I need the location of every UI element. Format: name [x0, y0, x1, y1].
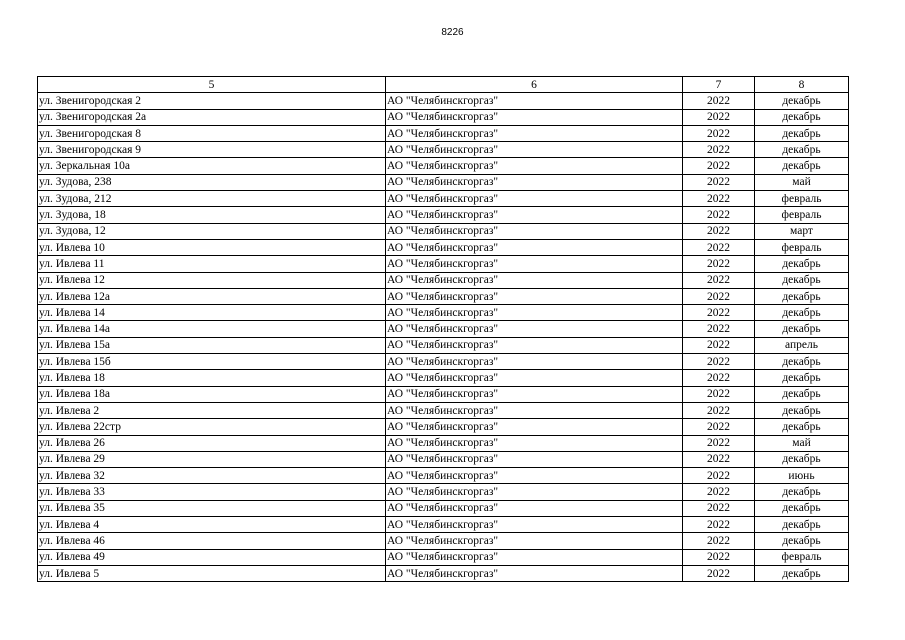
table-row	[38, 419, 849, 435]
cell-address: ул. Звенигородская 8	[38, 125, 386, 141]
cell-month: декабрь	[755, 321, 849, 337]
cell-organization: АО "Челябинскгоргаз"	[386, 533, 683, 549]
cell-month: декабрь	[755, 402, 849, 418]
cell-address: ул. Ивлева 5	[38, 565, 386, 581]
cell-month: декабрь	[755, 370, 849, 386]
cell-address: ул. Ивлева 11	[38, 256, 386, 272]
cell-address: ул. Звенигородская 9	[38, 142, 386, 158]
cell-address: ул. Ивлева 12	[38, 272, 386, 288]
cell-year: 2022	[683, 142, 755, 158]
cell-organization: АО "Челябинскгоргаз"	[386, 223, 683, 239]
cell-address: ул. Ивлева 15б	[38, 354, 386, 370]
cell-year: 2022	[683, 158, 755, 174]
table-row	[38, 370, 849, 386]
cell-organization: АО "Челябинскгоргаз"	[386, 484, 683, 500]
table-row	[38, 402, 849, 418]
cell-month: февраль	[755, 239, 849, 255]
table-row	[38, 256, 849, 272]
cell-address: ул. Ивлева 35	[38, 500, 386, 516]
table-row	[38, 484, 849, 500]
cell-month: декабрь	[755, 484, 849, 500]
cell-organization: АО "Челябинскгоргаз"	[386, 402, 683, 418]
cell-year: 2022	[683, 468, 755, 484]
cell-year: 2022	[683, 370, 755, 386]
cell-organization: АО "Челябинскгоргаз"	[386, 386, 683, 402]
cell-year: 2022	[683, 386, 755, 402]
cell-year: 2022	[683, 533, 755, 549]
cell-month: декабрь	[755, 93, 849, 109]
cell-month: декабрь	[755, 158, 849, 174]
table-row	[38, 468, 849, 484]
cell-year: 2022	[683, 125, 755, 141]
table-row	[38, 93, 849, 109]
cell-organization: АО "Челябинскгоргаз"	[386, 321, 683, 337]
cell-year: 2022	[683, 484, 755, 500]
cell-month: март	[755, 223, 849, 239]
cell-organization: АО "Челябинскгоргаз"	[386, 174, 683, 190]
cell-organization: АО "Челябинскгоргаз"	[386, 256, 683, 272]
cell-month: февраль	[755, 549, 849, 565]
cell-year: 2022	[683, 239, 755, 255]
cell-month: декабрь	[755, 533, 849, 549]
table-row	[38, 451, 849, 467]
cell-organization: АО "Челябинскгоргаз"	[386, 93, 683, 109]
cell-organization: АО "Челябинскгоргаз"	[386, 272, 683, 288]
cell-month: май	[755, 174, 849, 190]
table-row	[38, 223, 849, 239]
cell-address: ул. Ивлева 10	[38, 239, 386, 255]
table-row	[38, 533, 849, 549]
cell-organization: АО "Челябинскгоргаз"	[386, 288, 683, 304]
cell-organization: АО "Челябинскгоргаз"	[386, 517, 683, 533]
cell-address: ул. Звенигородская 2	[38, 93, 386, 109]
table-body	[38, 93, 849, 582]
cell-address: ул. Звенигородская 2а	[38, 109, 386, 125]
cell-month: апрель	[755, 337, 849, 353]
cell-year: 2022	[683, 321, 755, 337]
cell-year: 2022	[683, 565, 755, 581]
cell-organization: АО "Челябинскгоргаз"	[386, 191, 683, 207]
cell-organization: АО "Челябинскгоргаз"	[386, 305, 683, 321]
cell-address: ул. Ивлева 46	[38, 533, 386, 549]
table-row	[38, 109, 849, 125]
cell-organization: АО "Челябинскгоргаз"	[386, 207, 683, 223]
cell-organization: АО "Челябинскгоргаз"	[386, 337, 683, 353]
cell-address: ул. Ивлева 12а	[38, 288, 386, 304]
cell-address: ул. Ивлева 26	[38, 435, 386, 451]
cell-month: декабрь	[755, 500, 849, 516]
cell-month: декабрь	[755, 354, 849, 370]
column-header-organization: 6	[386, 77, 683, 93]
schedule-table	[37, 76, 849, 582]
cell-month: май	[755, 435, 849, 451]
cell-organization: АО "Челябинскгоргаз"	[386, 435, 683, 451]
column-header-address: 5	[38, 77, 386, 93]
cell-address: ул. Зудова, 18	[38, 207, 386, 223]
cell-month: декабрь	[755, 256, 849, 272]
cell-month: февраль	[755, 191, 849, 207]
cell-month: декабрь	[755, 109, 849, 125]
column-header-year: 7	[683, 77, 755, 93]
table-row	[38, 207, 849, 223]
cell-year: 2022	[683, 500, 755, 516]
cell-address: ул. Ивлева 22стр	[38, 419, 386, 435]
table-row	[38, 239, 849, 255]
cell-year: 2022	[683, 451, 755, 467]
cell-year: 2022	[683, 419, 755, 435]
cell-year: 2022	[683, 337, 755, 353]
table-row	[38, 125, 849, 141]
table-row	[38, 517, 849, 533]
table-row	[38, 435, 849, 451]
cell-year: 2022	[683, 402, 755, 418]
cell-address: ул. Ивлева 32	[38, 468, 386, 484]
cell-organization: АО "Челябинскгоргаз"	[386, 451, 683, 467]
cell-organization: АО "Челябинскгоргаз"	[386, 239, 683, 255]
cell-month: декабрь	[755, 419, 849, 435]
cell-year: 2022	[683, 223, 755, 239]
cell-year: 2022	[683, 272, 755, 288]
table-row	[38, 500, 849, 516]
cell-organization: АО "Челябинскгоргаз"	[386, 142, 683, 158]
cell-organization: АО "Челябинскгоргаз"	[386, 370, 683, 386]
header-row	[38, 77, 849, 93]
cell-address: ул. Ивлева 29	[38, 451, 386, 467]
table-row	[38, 272, 849, 288]
cell-address: ул. Ивлева 49	[38, 549, 386, 565]
cell-organization: АО "Челябинскгоргаз"	[386, 354, 683, 370]
cell-month: декабрь	[755, 305, 849, 321]
cell-month: декабрь	[755, 272, 849, 288]
cell-year: 2022	[683, 191, 755, 207]
cell-address: ул. Ивлева 14	[38, 305, 386, 321]
cell-organization: АО "Челябинскгоргаз"	[386, 565, 683, 581]
table-row	[38, 321, 849, 337]
cell-organization: АО "Челябинскгоргаз"	[386, 549, 683, 565]
table-row	[38, 565, 849, 581]
cell-month: декабрь	[755, 517, 849, 533]
cell-month: декабрь	[755, 565, 849, 581]
cell-organization: АО "Челябинскгоргаз"	[386, 500, 683, 516]
cell-month: декабрь	[755, 386, 849, 402]
cell-month: февраль	[755, 207, 849, 223]
cell-address: ул. Ивлева 14а	[38, 321, 386, 337]
cell-address: ул. Ивлева 2	[38, 402, 386, 418]
cell-address: ул. Ивлева 18а	[38, 386, 386, 402]
cell-year: 2022	[683, 435, 755, 451]
table-row	[38, 288, 849, 304]
cell-year: 2022	[683, 354, 755, 370]
cell-year: 2022	[683, 109, 755, 125]
cell-address: ул. Ивлева 33	[38, 484, 386, 500]
table-row	[38, 191, 849, 207]
cell-year: 2022	[683, 256, 755, 272]
cell-month: декабрь	[755, 142, 849, 158]
table-row	[38, 386, 849, 402]
cell-address: ул. Ивлева 4	[38, 517, 386, 533]
cell-address: ул. Зудова, 238	[38, 174, 386, 190]
cell-organization: АО "Челябинскгоргаз"	[386, 125, 683, 141]
cell-organization: АО "Челябинскгоргаз"	[386, 109, 683, 125]
table-row	[38, 549, 849, 565]
table-row	[38, 142, 849, 158]
cell-organization: АО "Челябинскгоргаз"	[386, 468, 683, 484]
cell-year: 2022	[683, 305, 755, 321]
table-row	[38, 158, 849, 174]
cell-year: 2022	[683, 174, 755, 190]
cell-month: июнь	[755, 468, 849, 484]
table-row	[38, 305, 849, 321]
cell-address: ул. Зудова, 212	[38, 191, 386, 207]
cell-month: декабрь	[755, 125, 849, 141]
cell-year: 2022	[683, 288, 755, 304]
cell-organization: АО "Челябинскгоргаз"	[386, 419, 683, 435]
page-number: 8226	[441, 27, 464, 38]
cell-year: 2022	[683, 207, 755, 223]
cell-address: ул. Зеркальная 10а	[38, 158, 386, 174]
cell-address: ул. Ивлева 18	[38, 370, 386, 386]
cell-address: ул. Ивлева 15а	[38, 337, 386, 353]
table-row	[38, 354, 849, 370]
cell-year: 2022	[683, 517, 755, 533]
cell-year: 2022	[683, 93, 755, 109]
cell-organization: АО "Челябинскгоргаз"	[386, 158, 683, 174]
cell-month: декабрь	[755, 288, 849, 304]
table-row	[38, 174, 849, 190]
cell-address: ул. Зудова, 12	[38, 223, 386, 239]
column-header-month: 8	[755, 77, 849, 93]
cell-month: декабрь	[755, 451, 849, 467]
cell-year: 2022	[683, 549, 755, 565]
table-row	[38, 337, 849, 353]
